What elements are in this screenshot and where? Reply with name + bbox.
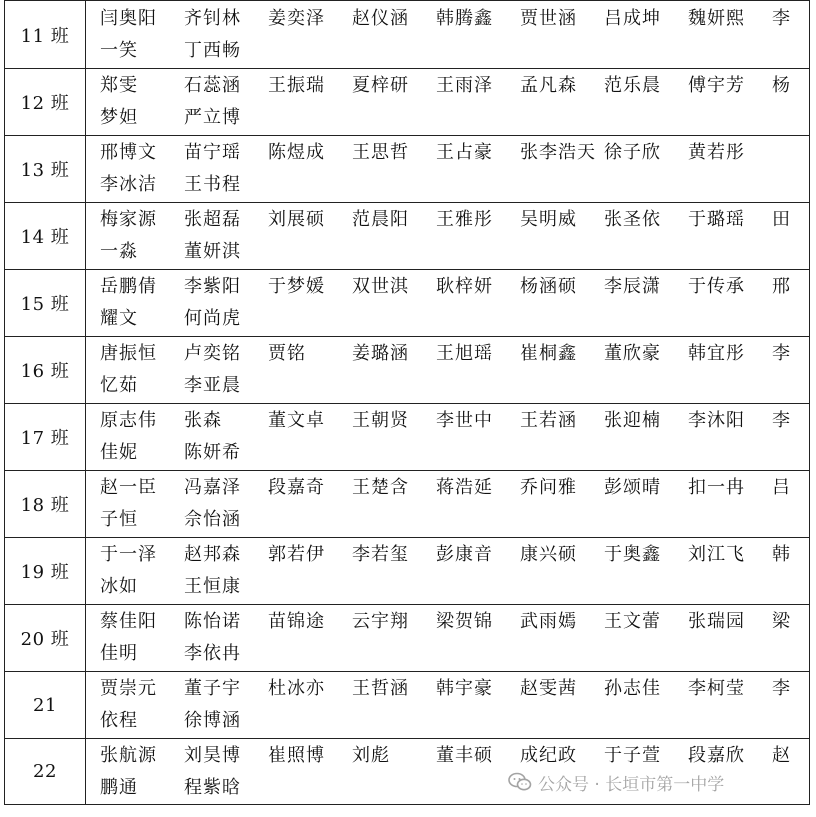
student-name: 程紫晗	[184, 776, 241, 798]
student-name: 齐钊林	[184, 7, 241, 29]
student-names-list	[86, 673, 809, 737]
student-name: 鹏通	[100, 776, 138, 798]
student-name: 王雅彤	[436, 209, 493, 230]
student-names-cell	[86, 1, 810, 69]
student-name: 梁	[772, 611, 791, 632]
student-name: 徐博涵	[184, 710, 241, 731]
student-names-list	[86, 271, 809, 335]
student-name: 忆茹	[100, 375, 138, 396]
student-name: 李柯莹	[688, 678, 745, 699]
student-name: 张超磊	[184, 209, 241, 230]
student-name: 王旭瑶	[436, 343, 493, 364]
student-name: 赵仪涵	[352, 7, 409, 29]
student-name: 李世中	[436, 410, 493, 431]
student-names-list	[86, 70, 809, 134]
student-name: 李若玺	[352, 544, 409, 565]
class-label: 18 班	[5, 471, 86, 538]
student-names-list	[86, 3, 809, 67]
student-names-list	[86, 539, 809, 603]
student-name: 王思哲	[352, 142, 409, 163]
student-name: 蔡佳阳	[100, 611, 157, 632]
table-row	[5, 1, 810, 69]
student-names-cell	[86, 404, 810, 471]
student-names-cell	[86, 203, 810, 270]
class-label: 21	[5, 672, 86, 739]
student-name: 张圣依	[604, 209, 661, 230]
student-name: 王雨泽	[436, 75, 493, 96]
student-name: 李依冉	[184, 643, 241, 664]
student-name: 王若涵	[520, 410, 577, 431]
student-name: 魏妍熙	[688, 7, 745, 29]
student-names-cell	[86, 270, 810, 337]
student-names-cell	[86, 672, 810, 739]
student-name: 孙志佳	[604, 678, 661, 699]
student-name: 丁西畅	[184, 39, 241, 61]
student-name: 佳明	[100, 643, 138, 664]
class-label: 14 班	[5, 203, 86, 270]
student-name: 张森	[184, 410, 222, 431]
student-name: 段嘉奇	[268, 477, 325, 498]
student-name: 邢博文	[100, 142, 157, 163]
student-name: 陈妍希	[184, 442, 241, 463]
class-label: 19 班	[5, 538, 86, 605]
student-name: 依程	[100, 710, 138, 731]
student-name: 徐子欣	[604, 142, 661, 163]
student-name: 李	[772, 7, 791, 29]
student-name: 成纪政	[520, 744, 577, 766]
student-name: 董欣豪	[604, 343, 661, 364]
student-name: 武雨嫣	[520, 611, 577, 632]
table-row	[5, 270, 810, 337]
student-name: 吕	[772, 477, 791, 498]
watermark-text: 公众号 · 长垣市第一中学	[538, 774, 725, 795]
student-names-cell	[86, 136, 810, 203]
table-row	[5, 337, 810, 404]
student-name: 梅家源	[100, 209, 157, 230]
student-name: 王文蕾	[604, 611, 661, 632]
student-name: 董丰硕	[436, 744, 493, 766]
student-name: 蒋浩延	[436, 477, 493, 498]
student-name: 岳鹏倩	[100, 276, 157, 297]
class-label: 16 班	[5, 337, 86, 404]
student-name: 乔问雅	[520, 477, 577, 498]
student-name: 王占豪	[436, 142, 493, 163]
student-name: 王朝贤	[352, 410, 409, 431]
student-name: 陈煜成	[268, 142, 325, 163]
student-name: 于子萱	[604, 744, 661, 766]
student-name: 范晨阳	[352, 209, 409, 230]
student-name: 卢奕铭	[184, 343, 241, 364]
student-names-list	[86, 606, 809, 670]
student-name: 田	[772, 209, 791, 230]
student-name: 贾崇元	[100, 678, 157, 699]
student-name: 刘展硕	[268, 209, 325, 230]
student-name: 杨	[772, 75, 791, 96]
student-name: 陈怡诺	[184, 611, 241, 632]
student-name: 一淼	[100, 241, 138, 262]
student-name: 郑雯	[100, 75, 138, 96]
student-names-list	[86, 405, 809, 469]
student-names-cell	[86, 337, 810, 404]
student-name: 王书程	[184, 174, 241, 195]
student-name: 段嘉欣	[688, 744, 745, 766]
student-name: 范乐晨	[604, 75, 661, 96]
student-name: 于传承	[688, 276, 745, 297]
student-name: 赵	[772, 744, 791, 766]
student-name: 一笑	[100, 39, 138, 61]
student-names-cell	[86, 471, 810, 538]
student-name: 刘昊博	[184, 744, 241, 766]
student-name: 贾世涵	[520, 7, 577, 29]
student-name: 张瑞园	[688, 611, 745, 632]
table-row	[5, 69, 810, 136]
student-name: 崔桐鑫	[520, 343, 577, 364]
student-name: 刘江飞	[688, 544, 745, 565]
student-names-cell	[86, 538, 810, 605]
student-name: 冰如	[100, 576, 138, 597]
student-name: 石蕊涵	[184, 75, 241, 96]
student-name: 杨涵硕	[520, 276, 577, 297]
student-name: 唐振恒	[100, 343, 157, 364]
student-name: 佘怡涵	[184, 509, 241, 530]
student-names-list	[86, 204, 809, 268]
student-name: 李亚晨	[184, 375, 241, 396]
student-names-cell	[86, 739, 810, 805]
class-label: 12 班	[5, 69, 86, 136]
student-name: 李	[772, 343, 791, 364]
student-name: 邢	[772, 276, 791, 297]
student-name: 张航源	[100, 744, 157, 766]
student-name: 于梦媛	[268, 276, 325, 297]
student-name: 张李浩天	[520, 142, 596, 163]
student-name: 康兴硕	[520, 544, 577, 565]
student-name: 严立博	[184, 107, 241, 128]
student-name: 耿梓妍	[436, 276, 493, 297]
student-name: 云宇翔	[352, 611, 409, 632]
student-name: 原志伟	[100, 410, 157, 431]
student-name: 孟凡森	[520, 75, 577, 96]
student-name: 王楚含	[352, 477, 409, 498]
student-name: 韩腾鑫	[436, 7, 493, 29]
student-name: 韩宜彤	[688, 343, 745, 364]
class-label: 15 班	[5, 270, 86, 337]
student-name: 刘彪	[352, 744, 390, 766]
student-name: 李辰潇	[604, 276, 661, 297]
student-names-cell	[86, 605, 810, 672]
student-name: 韩宇豪	[436, 678, 493, 699]
student-names-list	[86, 137, 809, 201]
student-name: 崔照博	[268, 744, 325, 766]
student-name: 梦妲	[100, 107, 138, 128]
student-name: 郭若伊	[268, 544, 325, 565]
table-row	[5, 471, 810, 538]
student-name: 王恒康	[184, 576, 241, 597]
student-name: 赵雯茜	[520, 678, 577, 699]
student-name: 子恒	[100, 509, 138, 530]
table-row	[5, 739, 810, 805]
student-name: 李冰洁	[100, 174, 157, 195]
roster-body	[5, 1, 810, 805]
table-row	[5, 538, 810, 605]
student-name: 董妍淇	[184, 241, 241, 262]
table-row	[5, 203, 810, 270]
student-name: 佳妮	[100, 442, 138, 463]
student-names-list	[86, 740, 809, 804]
student-name: 李紫阳	[184, 276, 241, 297]
student-name: 冯嘉泽	[184, 477, 241, 498]
student-name: 姜璐涵	[352, 343, 409, 364]
student-name: 董子宇	[184, 678, 241, 699]
table-row	[5, 605, 810, 672]
student-name: 扣一冉	[688, 477, 745, 498]
student-name: 李	[772, 410, 791, 431]
student-name: 彭颂晴	[604, 477, 661, 498]
student-name: 吕成坤	[604, 7, 661, 29]
student-name: 于奥鑫	[604, 544, 661, 565]
class-label: 13 班	[5, 136, 86, 203]
student-name: 赵邦森	[184, 544, 241, 565]
student-name: 于璐瑶	[688, 209, 745, 230]
student-name: 傅宇芳	[688, 75, 745, 96]
student-name: 杜冰亦	[268, 678, 325, 699]
student-names-list	[86, 472, 809, 536]
student-name: 韩	[772, 544, 791, 565]
student-name: 苗宁瑶	[184, 142, 241, 163]
student-name: 彭康音	[436, 544, 493, 565]
student-name: 赵一臣	[100, 477, 157, 498]
student-name: 吴明威	[520, 209, 577, 230]
student-name: 王哲涵	[352, 678, 409, 699]
class-label: 22	[5, 739, 86, 805]
class-roster-table	[4, 0, 810, 805]
student-name: 李沐阳	[688, 410, 745, 431]
class-label: 20 班	[5, 605, 86, 672]
student-name: 黄若彤	[688, 142, 745, 163]
student-name: 李	[772, 678, 791, 699]
student-name: 梁贺锦	[436, 611, 493, 632]
student-name: 王振瑞	[268, 75, 325, 96]
student-name: 双世淇	[352, 276, 409, 297]
student-name: 张迎楠	[604, 410, 661, 431]
student-names-list	[86, 338, 809, 402]
class-label: 17 班	[5, 404, 86, 471]
class-label: 11 班	[5, 1, 86, 69]
table-row	[5, 136, 810, 203]
student-name: 姜奕泽	[268, 7, 325, 29]
student-name: 董文卓	[268, 410, 325, 431]
student-name: 闫奥阳	[100, 7, 157, 29]
student-name: 何尚虎	[184, 308, 241, 329]
student-name: 耀文	[100, 308, 138, 329]
student-name: 夏梓研	[352, 75, 409, 96]
student-names-cell	[86, 69, 810, 136]
table-row	[5, 404, 810, 471]
student-name: 贾铭	[268, 343, 306, 364]
student-name: 苗锦途	[268, 611, 325, 632]
table-row	[5, 672, 810, 739]
student-name: 于一泽	[100, 544, 157, 565]
